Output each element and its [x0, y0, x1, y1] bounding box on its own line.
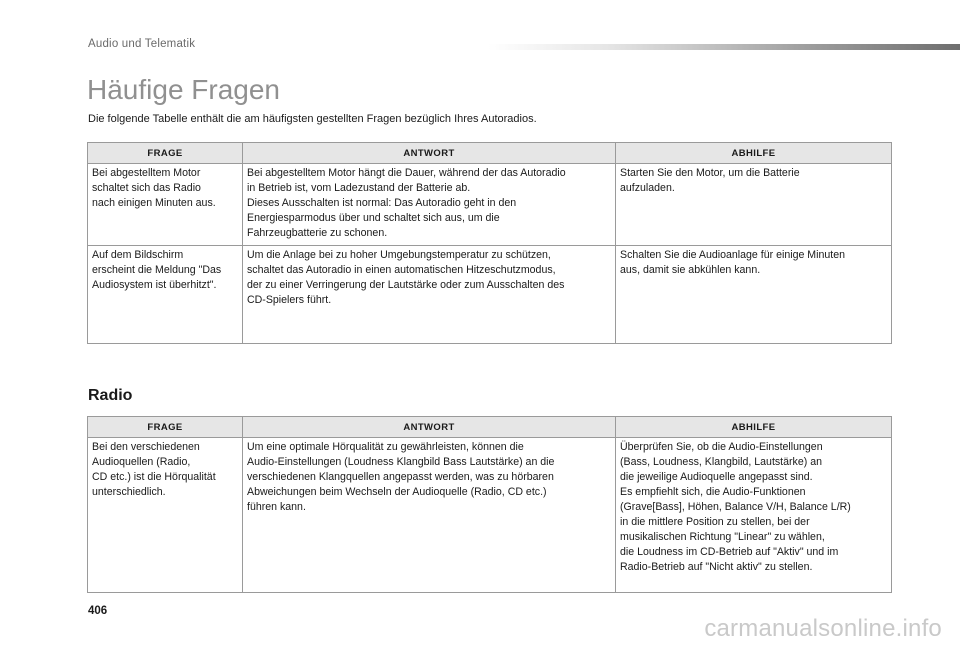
column-header-frage: FRAGE: [88, 417, 243, 438]
cell-line: Schalten Sie die Audioanlage für einige Minuten: [620, 249, 845, 261]
header-gradient-bar: [488, 44, 960, 50]
cell-line: der zu einer Verringerung der Lautstärke oder zum Ausschalten des: [247, 279, 565, 291]
cell-line: Es empfiehlt sich, die Audio-Funktionen: [620, 486, 806, 498]
cell-line: Bei abgestelltem Motor: [92, 167, 201, 179]
cell-line: Dieses Ausschalten ist normal: Das Autoradio geht in den: [247, 197, 517, 209]
table-row: [88, 438, 892, 593]
cell-abhilfe: [616, 246, 892, 344]
table-header-row: [88, 143, 892, 164]
cell-line: Abweichungen beim Wechseln der Audioquelle (Radio, CD etc.): [247, 486, 547, 498]
cell-line: schaltet sich das Radio: [92, 182, 201, 194]
cell-line: Audiosystem ist überhitzt".: [92, 279, 217, 291]
cell-abhilfe: [616, 438, 892, 593]
cell-line: Audioquellen (Radio,: [92, 456, 191, 468]
cell-line: Um eine optimale Hörqualität zu gewährleisten, können die: [247, 441, 524, 453]
cell-line: musikalischen Richtung "Linear" zu wählen,: [620, 531, 825, 543]
intro-text: Die folgende Tabelle enthält die am häufigsten gestellten Fragen bezüglich Ihres Autoradios.: [88, 113, 537, 125]
cell-line: Energiesparmodus über und schaltet sich aus, um die: [247, 212, 500, 224]
cell-line: Fahrzeugbatterie zu schonen.: [247, 227, 388, 239]
cell-frage: [88, 246, 243, 344]
cell-line: erscheint die Meldung "Das: [92, 264, 222, 276]
column-header-abhilfe: ABHILFE: [616, 417, 892, 438]
cell-frage: [88, 438, 243, 593]
cell-line: die jeweilige Audioquelle angepasst sind.: [620, 471, 813, 483]
cell-line: Überprüfen Sie, ob die Audio-Einstellungen: [620, 441, 823, 453]
cell-line: schaltet das Autoradio in einen automatischen Hitzeschutzmodus,: [247, 264, 556, 276]
cell-line: Audio-Einstellungen (Loudness Klangbild Bass Lautstärke) an die: [247, 456, 555, 468]
column-header-antwort: ANTWORT: [243, 417, 616, 438]
cell-line: verschiedenen Klangquellen angepasst werden, was zu hörbaren: [247, 471, 554, 483]
cell-line: in Betrieb ist, vom Ladezustand der Batterie ab.: [247, 182, 471, 194]
cell-line: aus, damit sie abkühlen kann.: [620, 264, 761, 276]
cell-line: CD-Spielers führt.: [247, 294, 332, 306]
cell-line: (Bass, Loudness, Klangbild, Lautstärke) an: [620, 456, 822, 468]
faq-table-radio: [87, 416, 892, 593]
cell-antwort: [243, 438, 616, 593]
column-header-frage: FRAGE: [88, 143, 243, 164]
faq-table-general: [87, 142, 892, 344]
cell-antwort: [243, 164, 616, 246]
cell-line: aufzuladen.: [620, 182, 675, 194]
cell-line: Bei abgestelltem Motor hängt die Dauer, während der das Autoradio: [247, 167, 566, 179]
cell-line: Um die Anlage bei zu hoher Umgebungstemperatur zu schützen,: [247, 249, 551, 261]
cell-line: unterschiedlich.: [92, 486, 166, 498]
column-header-antwort: ANTWORT: [243, 143, 616, 164]
cell-line: CD etc.) ist die Hörqualität: [92, 471, 216, 483]
cell-line: (Grave[Bass], Höhen, Balance V/H, Balance L/R): [620, 501, 851, 513]
page-number: 406: [88, 605, 108, 617]
cell-line: Auf dem Bildschirm: [92, 249, 184, 261]
page-title: Häufige Fragen: [87, 74, 281, 105]
cell-line: Starten Sie den Motor, um die Batterie: [620, 167, 800, 179]
chapter-title: Audio und Telematik: [88, 38, 196, 50]
cell-line: nach einigen Minuten aus.: [92, 197, 216, 209]
column-header-abhilfe: ABHILFE: [616, 143, 892, 164]
table-header-row: [88, 417, 892, 438]
table-row: [88, 246, 892, 344]
cell-antwort: [243, 246, 616, 344]
table-row: [88, 164, 892, 246]
watermark: carmanualsonline.info: [704, 615, 942, 642]
cell-line: Bei den verschiedenen: [92, 441, 200, 453]
cell-line: Radio-Betrieb auf "Nicht aktiv" zu stellen.: [620, 561, 813, 573]
cell-frage: [88, 164, 243, 246]
cell-abhilfe: [616, 164, 892, 246]
cell-line: führen kann.: [247, 501, 306, 513]
section-title-radio: Radio: [88, 387, 133, 404]
cell-line: in die mittlere Position zu stellen, bei der: [620, 516, 810, 528]
cell-line: die Loudness im CD-Betrieb auf "Aktiv" und im: [620, 546, 839, 558]
